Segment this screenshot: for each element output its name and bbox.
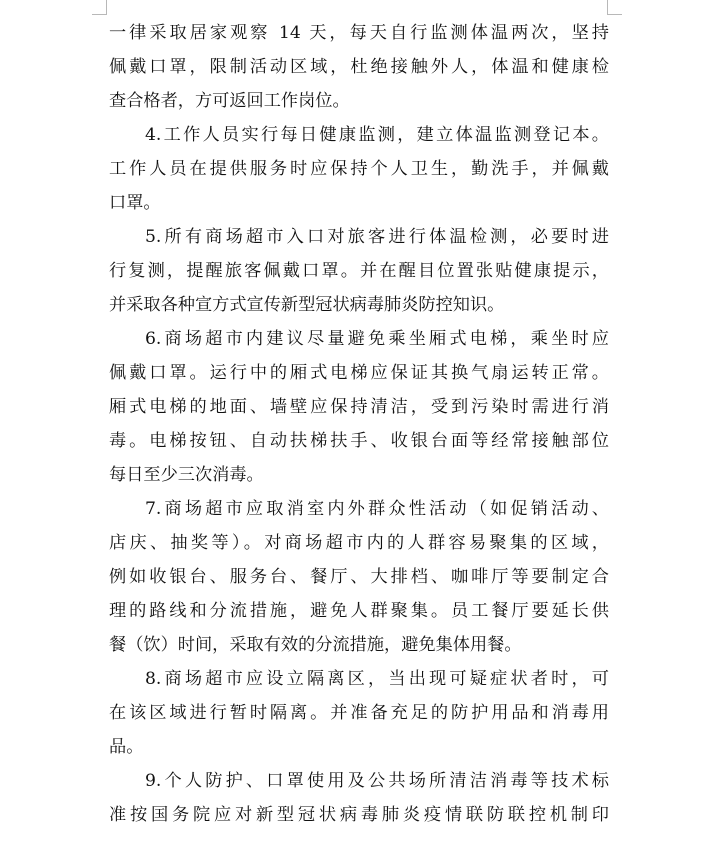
text-line: 查合格者，方可返回工作岗位。	[109, 91, 350, 111]
text-line: 准按国务院应对新型冠状病毒肺炎疫情联防联控机制印	[109, 805, 609, 825]
text-line: 8.商场超市应设立隔离区，当出现可疑症状者时，可	[145, 669, 609, 689]
text-line: 毒。电梯按钮、自动扶梯扶手、收银台面等经常接触部位	[109, 431, 609, 451]
text-line: 店庆、抽奖等）。对商场超市内的人群容易聚集的区域，	[109, 533, 609, 553]
text-line: 佩戴口罩。运行中的厢式电梯应保证其换气扇运转正常。	[109, 363, 609, 383]
text-line: 餐（饮）时间，采取有效的分流措施，避免集体用餐。	[109, 635, 522, 655]
text-line: 5.所有商场超市入口对旅客进行体温检测，必要时进	[145, 227, 609, 247]
page-corner-mark-right	[607, 0, 622, 15]
text-line: 每日至少三次消毒。	[109, 465, 264, 485]
text-line: 9.个人防护、口罩使用及公共场所清洁消毒等技术标	[145, 771, 609, 791]
text-line: 并采取各种宣方式宣传新型冠状病毒肺炎防控知识。	[109, 295, 505, 315]
text-line: 工作人员在提供服务时应保持个人卫生，勤洗手，并佩戴	[109, 159, 609, 179]
document-body	[109, 16, 609, 832]
text-line: 品。	[109, 737, 144, 757]
text-line: 理的路线和分流措施，避免人群聚集。员工餐厅要延长供	[109, 601, 609, 621]
text-line: 4.工作人员实行每日健康监测，建立体温监测登记本。	[145, 125, 609, 145]
text-line: 口罩。	[109, 193, 161, 213]
text-line: 7.商场超市应取消室内外群众性活动（如促销活动、	[145, 499, 609, 519]
text-line: 佩戴口罩，限制活动区域，杜绝接触外人，体温和健康检	[109, 57, 609, 77]
text-line: 一律采取居家观察 14 天，每天自行监测体温两次，坚持	[109, 23, 609, 43]
text-line: 在该区域进行暂时隔离。并准备充足的防护用品和消毒用	[109, 703, 609, 723]
text-line: 厢式电梯的地面、墙壁应保持清洁，受到污染时需进行消	[109, 397, 609, 417]
page-corner-mark-left	[92, 0, 107, 15]
text-line: 行复测，提醒旅客佩戴口罩。并在醒目位置张贴健康提示，	[109, 261, 609, 281]
text-line: 6.商场超市内建议尽量避免乘坐厢式电梯，乘坐时应	[145, 329, 609, 349]
text-line: 例如收银台、服务台、餐厅、大排档、咖啡厅等要制定合	[109, 567, 609, 587]
